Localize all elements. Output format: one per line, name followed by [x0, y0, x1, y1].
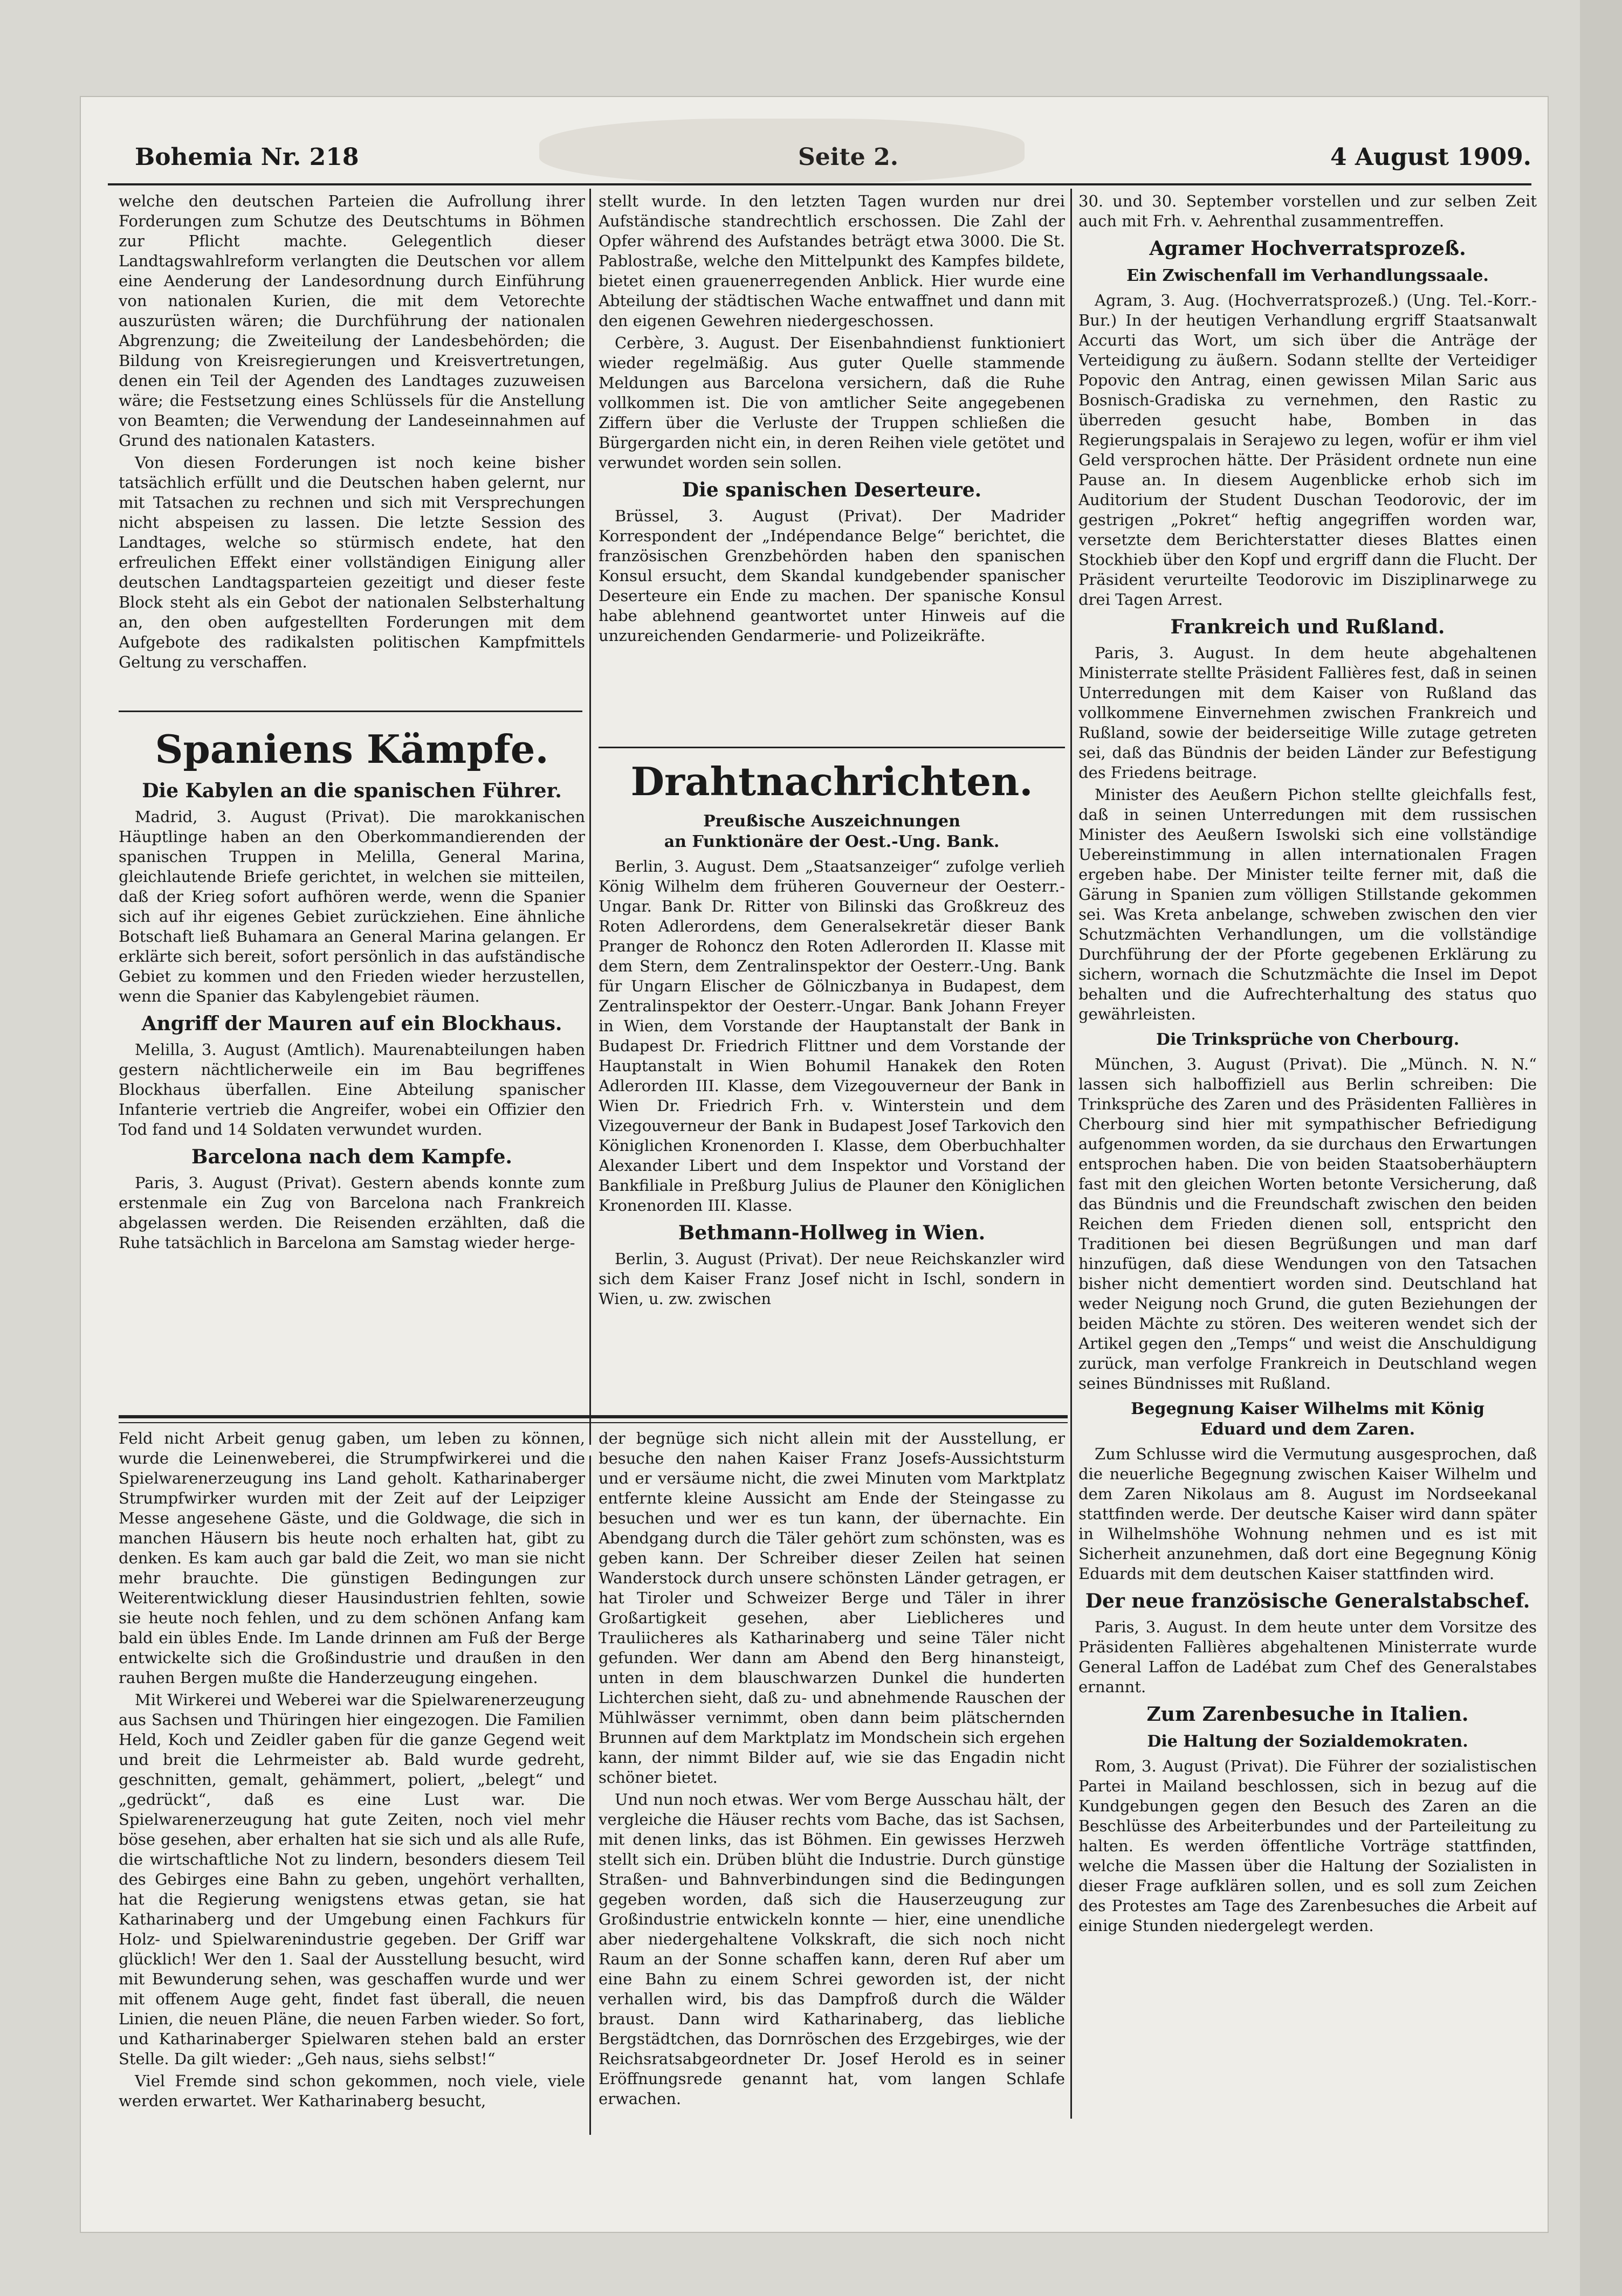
article-heading: Frankreich und Rußland.: [1170, 616, 1445, 638]
article-paragraph: Agram, 3. Aug. (Hochverratsprozeß.) (Ung. Tel.-Korr.-Bur.) In der heutigen Verhandlung ergriff Staatsanwalt Accurti das Wort, um sich über die Anträge der Verteidigung zu äußern. Sodann stellte der Verteidiger Popovic den Antrag, einen gewissen Milan Saric aus Bosnisch-Gradiska zu vernehmen, den Rastic zu überreden gesucht habe, Bomben in das Regierungspalais in Serajewo zu legen, wofür er ihm viel Geld versprochen hätte. Der Präsident ordnete nun eine Pause an. In diesem Augenblicke erhob sich im Auditorium der Student Duschan Teodorovic, der im gestrigen „Pokret“ heftig angegriffen worden war, versetzte dem Berichterstatter dieses Blattes einen Stockhieb über den Kopf und ergriff dann die Flucht. Der Präsident verurteilte Teodorovic im Disziplinarwege zu drei Tagen Arrest.: [1078, 291, 1537, 609]
article-heading: Bethmann-Hollweg in Wien.: [678, 1222, 986, 1244]
header-rule: [108, 183, 1531, 185]
article-paragraph: München, 3. August (Privat). Die „Münch. N. N.“ lassen sich halboffiziell aus Berlin schreiben: Die Trinksprüche des Zaren und des Präsidenten Fallières in Cherbourg sind hier mit sympathischer Befriedigung aufgenommen worden, da sie durchaus den Erwartungen entsprochen haben. Die von beiden Staatsoberhäuptern fast mit den gleichen Worten betonte Versicherung, daß das Bündnis und die Freundschaft zwischen den beiden Reichen dem Frieden dienen soll, entspricht den Traditionen bei diesen Begrüßungen und man darf hinzufügen, daß diese Wendungen von den Tatsachen bisher nicht dementiert worden sind. Deutschland hat weder Neigung noch Grund, die guten Beziehungen der beiden Mächte zu stören. Des weiteren wendet sich der Artikel gegen den „Temps“ und weist die Anschuldigung zurück, man verfolge Frankreich in Deutschland wegen seines Bündnisses mit Rußland.: [1078, 1055, 1537, 1392]
feuilleton-column-2: [599, 1429, 1065, 2124]
article-subheading: Ein Zwischenfall im Verhandlungssaale.: [1126, 266, 1489, 285]
column-rule-1b: [589, 1456, 591, 2135]
section-title: Spaniens Kämpfe.: [155, 726, 549, 772]
article-paragraph: stellt wurde. In den letzten Tagen wurden nur drei Aufständische standrechtlich erschossen. Die Zahl der Opfer während des Aufstandes beträgt etwa 3000. Die St. Pablostraße, welche den Mittelpunkt des Kampfes bildete, bietet einen grauenerregenden Anblick. Hier wurde eine Abteilung der städtischen Wache entwaffnet und dann mit den eigenen Gewehren niedergeschossen.: [599, 192, 1065, 330]
header-page-number: Seite 2.: [798, 143, 899, 171]
header-newspaper-issue: Bohemia Nr. 218: [135, 143, 359, 171]
article-paragraph: Rom, 3. August (Privat). Die Führer der sozialistischen Partei in Mailand beschlossen, sich in bezug auf die Kundgebungen gegen den Besuch des Zaren an die Beschlüsse des Arbeiterbundes und der Parteileitung zu halten. Es werden öffentliche Vorträge stattfinden, welche die Massen über die Haltung der Sozialisten in dieser Frage aufklären sollen, und es soll zum Zeichen des Protestes am Tage des Zarenbesuches die Arbeit auf einige Stunden niedergelegt werden.: [1078, 1757, 1537, 1935]
article-paragraph: Berlin, 3. August (Privat). Der neue Reichskanzler wird sich dem Kaiser Franz Josef nicht in Ischl, sondern in Wien, u. zw. zwischen: [599, 1250, 1065, 1308]
article-heading: Angriff der Mauren auf ein Blockhaus.: [141, 1012, 562, 1035]
column-rule-2: [1070, 189, 1072, 2119]
top-col1-end-rule: [119, 711, 582, 712]
section-title: Drahtnachrichten.: [630, 759, 1033, 804]
article-heading: Barcelona nach dem Kampfe.: [191, 1146, 512, 1168]
article-paragraph: Paris, 3. August (Privat). Gestern abends konnte zum erstenmale ein Zug von Barcelona nach Frankreich abgelassen werden. Die Reisenden erzählten, daß die Ruhe tatsächlich in Barcelona am Samstag wieder herge-: [119, 1174, 585, 1252]
article-paragraph: Zum Schlusse wird die Vermutung ausgesprochen, daß die neuerliche Begegnung zwischen Kaiser Wilhelm und dem Zaren Nikolaus am 8. August im Nordseekanal stattfinden werde. Der deutsche Kaiser wird dann später in Wilhelmshöhe Wohnung nehmen und es ist mit Sicherheit anzunehmen, daß dort eine Begegnung König Eduards mit dem deutschen Kaiser stattfinden wird.: [1078, 1445, 1537, 1583]
column-2-drahtnachrichten: [599, 752, 1065, 1412]
feuilleton-rule: [119, 1415, 1068, 1418]
article-paragraph: welche den deutschen Parteien die Aufrollung ihrer Forderungen zum Schutze des Deutschtums in Böhmen zur Pflicht machte. Gelegentlich dieser Landtagswahlreform verlangten die Deutschen vor allem eine Aenderung der Landesordnung durch Einführung von nationalen Kurien, die mit dem Vetorechte auszurüsten wären; die Durchführung der nationalen Abgrenzung; die Zweiteilung der Landesbehörden; die Bildung von Kreisregierungen und Kreisvertretungen, denen ein Teil der Agenden des Landtages zuzuweisen wäre; die Festsetzung eines Schlüssels für die Anstellung von Beamten; die Verwendung der Landeseinnahmen auf Grund des nationalen Katasters.: [119, 192, 585, 450]
scan-edge: [1580, 0, 1622, 2296]
feuilleton-paragraph: Und nun noch etwas. Wer vom Berge Ausschau hält, der vergleiche die Häuser rechts vom Bache, das ist Sachsen, mit denen links, das ist Böhmen. Ein gewisses Herzweh stellt sich ein. Drüben blüht die Industrie. Durch günstige Straßen- und Bahnverbindungen sind die Bedingungen gegeben worden, daß sich die Hauserzeugung zur Großindustrie entwickeln konnte — hier, eine unendliche aber niedergehaltene Volkskraft, die sich noch nicht Raum an der Sonne schaffen kann, deren Ruf aber um eine Bahn zu einem Schrei geworden ist, der nicht verhallen wird, bis das Dampfroß durch die Wälder braust. Dann wird Katharinaberg, das liebliche Bergstädtchen, das Dornröschen des Erzgebirges, wie der Reichsratsabgeordneter Dr. Josef Herold es in seiner Eröffnungsrede genannt hat, vom langen Schlafe erwachen.: [599, 1790, 1065, 2108]
feuilleton-paragraph: Feld nicht Arbeit genug gaben, um leben zu können, wurde die Leinenweberei, die Strumpfwirkerei und die Spielwarenerzeugung ins Land geholt. Katharinaberger Strumpfwirker wurden mit der Zeit auf der Leipziger Messe angesehene Gäste, und die Goldwage, die sich in manchen Häusern bis heute noch erhalten hat, gibt zu denken. Es kam auch gar bald die Zeit, wo man sie nicht mehr brauchte. Die günstigen Bedingungen zur Weiterentwicklung dieser Hausindustrien fehlten, sowie sie heute noch fehlen, und zu dem schönen Anfang kam bald ein übles Ende. Im Lande drinnen am Fuß der Berge entwickelte sich die Großindustrie und draußen in den rauhen Bergen mußte die Handerzeugung eingehen.: [119, 1429, 585, 1687]
feuilleton-paragraph: der begnüge sich nicht allein mit der Ausstellung, er besuche den nahen Kaiser Franz Josefs-Aussichtsturm und er versäume nicht, die zwei Minuten vom Marktplatz entfernte kleine Aussicht am Ende der Steingasse zu besuchen und wer es tun kann, der übernachte. Ein Abendgang durch die Täler gehört zum schönsten, was es geben kann. Der Schreiber dieser Zeilen hat seinen Wanderstock durch unsere schönsten Länder getragen, er hat Tiroler und Schweizer Berge und Täler in ihrer Großartigkeit gesehen, aber Lieblicheres und Trauliicheres als Katharinaberg und seine Täler nicht gefunden. Wer dann am Abend den Berg hinansteigt, unten in dem blauschwarzen Dunkel die hunderten Lichterchen sieht, daß zu- und abnehmende Rauschen der Mühlwässer vernimmt, oben dann beim plätschernden Brunnen auf dem Marktplatz im Mondschein sich ergehen kann, der nimmt Bilder auf, wie sie das Engadin nicht schöner bietet.: [599, 1429, 1065, 1787]
article-heading: Preußische Auszeichnungen: [703, 812, 960, 831]
paper-stain: [539, 119, 1025, 183]
column-2-top: [599, 191, 1065, 744]
article-paragraph: Cerbère, 3. August. Der Eisenbahndienst funktioniert wieder regelmäßig. Aus guter Quelle stammende Meldungen aus Barcelona versichern, daß die Ruhe vollkommen ist. Die von amtlicher Seite angegebenen Ziffern über die Verluste der Truppen schließen die Bürgergarden nicht ein, in deren Reihen viele getötet und verwundet worden sein sollen.: [599, 334, 1065, 472]
column-3: [1078, 191, 1537, 2121]
article-heading: Eduard und dem Zaren.: [1200, 1420, 1415, 1439]
article-heading: Die Kabylen an die spanischen Führer.: [142, 780, 562, 802]
column-rule-1: [589, 189, 591, 1445]
article-subheading: Die Haltung der Sozialdemokraten.: [1147, 1732, 1468, 1751]
article-heading: Agramer Hochverratsprozeß.: [1149, 237, 1466, 260]
article-heading: Die Trinksprüche von Cherbourg.: [1156, 1030, 1460, 1049]
article-heading: Die spanischen Deserteure.: [682, 479, 982, 501]
article-heading: Begegnung Kaiser Wilhelms mit König: [1131, 1399, 1484, 1418]
feuilleton-column-1: [119, 1429, 585, 2124]
article-paragraph: Paris, 3. August. In dem heute unter dem Vorsitze des Präsidenten Fallières abgehaltenen Ministerrate wurde General Laffon de Ladébat zum Chef des Generalstabes ernannt.: [1078, 1618, 1537, 1696]
feuilleton-rule-thin: [119, 1422, 1068, 1423]
article-paragraph: Berlin, 3. August. Dem „Staatsanzeiger“ zufolge verlieh König Wilhelm dem früheren Gouverneur der Oesterr.-Ungar. Bank Dr. Ritter von Bilinski das Großkreuz des Roten Adlerordens, dem Generalsekretär dieser Bank Pranger de Rohoncz den Roten Adlerorden II. Klasse mit dem Stern, dem Zentralinspektor der Oesterr.-Ung. Bank für Ungarn Elischer de Gölniczbanya in Budapest, dem Zentralinspektor der Oesterr.-Ungar. Bank Johann Freyer in Wien, dem Vorstande der Hauptanstalt der Bank in Budapest Dr. Friedrich Flittner und dem Vorstande der Hauptanstalt in Wien Bohumil Hanakek den Roten Adlerorden III. Klasse, dem Vizegouverneur der Bank in Wien Dr. Friedrich Frh. v. Winterstein und dem Vizegouverneur der Bank in Budapest Josef Tarkovich den Königlichen Kronenorden I. Klasse, dem Oberbuchhalter Alexander Libert und dem Inspektor und Vorstand der Bankfiliale in Preßburg Julius de Plauner den Königlichen Kronenorden III. Klasse.: [599, 857, 1065, 1215]
feuilleton-paragraph: Viel Fremde sind schon gekommen, noch viele, viele werden erwartet. Wer Katharinaberg besucht,: [119, 2072, 585, 2110]
article-paragraph: Paris, 3. August. In dem heute abgehaltenen Ministerrate stellte Präsident Fallières fest, daß in seinen Unterredungen mit dem Kaiser von Rußland das vollkommene Einvernehmen zwischen Frankreich und Rußland, sowie der beiderseitige Wille zutage getreten sei, daß das Bündnis der beiden Länder zur Befestigung des Friedens beitrage.: [1078, 644, 1537, 782]
article-paragraph: Von diesen Forderungen ist noch keine bisher tatsächlich erfüllt und die Deutschen haben gelernt, nur mit Tatsachen zu rechnen und sich mit Versprechungen nicht abspeisen zu lassen. Die letzte Session des Landtages, welche so stürmisch endete, hat den erfreulichen Effekt einer vollständigen Einigung aller deutschen Landtagsparteien gezeitigt und dieser feste Block steht als ein Gebot der nationalen Selbsterhaltung an, den oben aufgestellten Forderungen mit dem Aufgebote des radikalsten politischen Kampfmittels Geltung zu verschaffen.: [119, 453, 585, 671]
article-paragraph: Melilla, 3. August (Amtlich). Maurenabteilungen haben gestern nächtlicherweile ein im Bau begriffenes Blockhaus überfallen. Eine Abteilung spanischer Infanterie vertrieb die Angreifer, wobei ein Offizier den Tod fand und 14 Soldaten verwundet wurden.: [119, 1040, 585, 1139]
article-heading: Zum Zarenbesuche in Italien.: [1146, 1703, 1469, 1726]
article-heading: an Funktionäre der Oest.-Ung. Bank.: [664, 832, 1000, 851]
article-paragraph: 30. und 30. September vorstellen und zur selben Zeit auch mit Frh. v. Aehrenthal zusammentreffen.: [1078, 192, 1537, 230]
article-heading: Der neue französische Generalstabschef.: [1085, 1590, 1530, 1612]
header-date: 4 August 1909.: [1330, 143, 1531, 171]
column-1-top: [119, 191, 585, 709]
col2-draht-rule: [599, 747, 1065, 748]
feuilleton-paragraph: Mit Wirkerei und Weberei war die Spielwarenerzeugung aus Sachsen und Thüringen hier eingezogen. Die Familien Held, Koch und Zeidler gaben für die ganze Gegend weit und breit die Lehrmeister ab. Bald wurde gedreht, geschnitten, gemalt, gehämmert, poliert, „belegt“ und „gedrückt“, daß es eine Lust war. Die Spielwarenerzeugung hat gute Zeiten, noch viel mehr böse gesehen, aber erhalten hat sie sich und als alle Rufe, die wirtschaftliche Not zu lindern, besonders diesem Teil des Gebirges eine Bahn zu geben, ungehört verhallten, hat die Regierung wenigstens etwas getan, sie hat Katharinaberg und der Umgebung einen Fachkurs für Holz- und Spielwarenindustrie gegeben. Der Griff war glücklich! Wer den 1. Saal der Ausstellung besucht, wird mit Bewunderung sehen, was geschaffen wurde und wer mit offenem Auge geht, findet fast überall, die neuen Linien, die neuen Pläne, die neuen Farben wieder. So fort, und Katharinaberger Spielwaren stehen bald an erster Stelle. Da gilt wieder: „Geh naus, siehs selbst!“: [119, 1691, 585, 2068]
article-paragraph: Brüssel, 3. August (Privat). Der Madrider Korrespondent der „Indépendance Belge“ berichtet, die französischen Grenzbehörden haben den spanischen Konsul ersucht, dem Skandal kundgebender spanischer Deserteure ein Ende zu machen. Der spanische Konsul habe ablehnend geantwortet unter Hinweis auf die unzureichenden Gendarmerie- und Polizeikräfte.: [599, 507, 1065, 645]
column-1-spanien: [119, 720, 585, 1412]
article-paragraph: Minister des Aeußern Pichon stellte gleichfalls fest, daß in seinen Unterredungen mit dem russischen Minister des Aeußern Iswolski sich eine vollständige Uebereinstimmung in allen internationalen Fragen ergeben habe. Der Minister teilte ferner mit, daß die Gärung in Spanien zum völligen Stillstande gekommen sei. Was Kreta anbelange, schweben zwischen den vier Schutzmächten Verhandlungen, um die vollständige Durchführung der der Pforte gegebenen Erklärung zu sichern, wornach die Schutzmächte die Insel im Depot behalten und die Aufrechterhaltung des status quo gewährleisten.: [1078, 785, 1537, 1023]
article-paragraph: Madrid, 3. August (Privat). Die marokkanischen Häuptlinge haben an den Oberkommandierenden der spanischen Truppen in Melilla, General Marina, gleichlautende Briefe gerichtet, in welchen sie mitteilen, daß der Krieg sofort aufhören werde, wenn die Spanier sich auf ihr eigenes Gebiet zurückziehen. Eine ähnliche Botschaft ließ Buhamara an General Marina gelangen. Er erklärte sich bereit, sofort persönlich in das aufständische Gebiet zu kommen und den Frieden wieder herzustellen, wenn die Spanier das Kabylengebiet räumen.: [119, 808, 585, 1005]
